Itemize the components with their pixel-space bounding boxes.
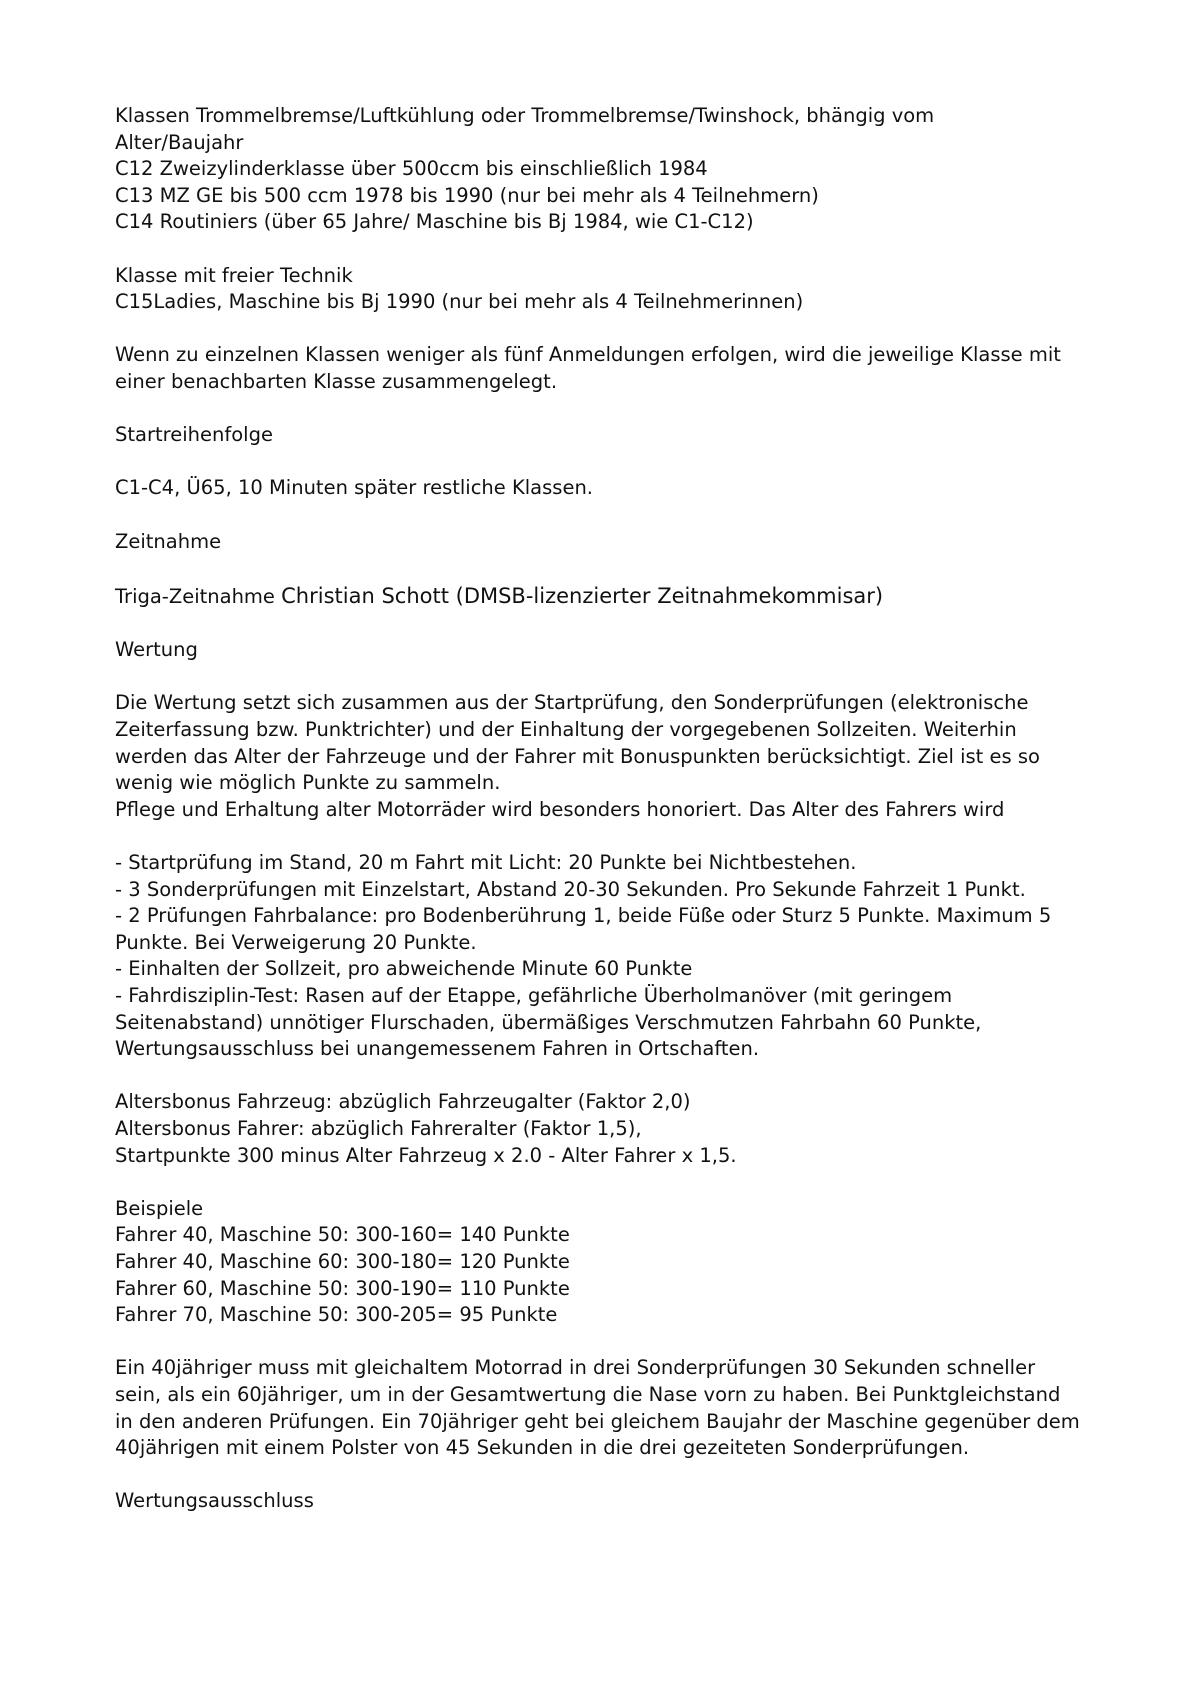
scoring-intro-line: Zeiterfassung bzw. Punktrichter) und der Einhaltung der vorgegebenen Sollzeiten. Weiterhin [115, 718, 1017, 742]
scoring-intro-line: Die Wertung setzt sich zusammen aus der Startprüfung, den Sonderprüfungen (elektronische [115, 691, 1029, 715]
age-bonus-line: Altersbonus Fahrer: abzüglich Fahreralter (Faktor 1,5), [115, 1116, 642, 1140]
scoring-intro-line: werden das Alter der Fahrzeuge und der Fahrer mit Bonuspunkten berücksichtigt. Ziel ist es so [115, 744, 1040, 768]
classes-line: C13 MZ GE bis 500 ccm 1978 bis 1990 (nur bei mehr als 4 Teilnehmern) [115, 183, 819, 207]
explanation-line: sein, als ein 60jähriger, um in der Gesamtwertung die Nase vorn zu haben. Bei Punktgleichstand [115, 1382, 1061, 1406]
classes-line: Alter/Baujahr [115, 130, 244, 154]
age-bonus-line: Startpunkte 300 minus Alter Fahrzeug x 2.0 - Alter Fahrer x 1,5. [115, 1143, 737, 1167]
document-page [115, 103, 1095, 1515]
timing-heading: Zeitnahme [115, 529, 222, 553]
classes-line: Klassen Trommelbremse/Luftkühlung oder Trommelbremse/Twinshock, bhängig vom [115, 104, 935, 127]
timing-official-name: Christian Schott (DMSB-lizenzierter Zeitnahmekommisar) [281, 583, 884, 608]
scoring-rule-line: Wertungsausschluss bei unangemessenem Fahren in Ortschaften. [115, 1037, 760, 1061]
explanation-line: Ein 40jähriger muss mit gleichaltem Motorrad in drei Sonderprüfungen 30 Sekunden schneller [115, 1356, 1036, 1380]
age-bonus-line: Altersbonus Fahrzeug: abzüglich Fahrzeugalter (Faktor 2,0) [115, 1090, 691, 1114]
scoring-intro-line: Pflege und Erhaltung alter Motorräder wird besonders honoriert. Das Alter des Fahrers wird [115, 797, 1005, 821]
classes-line: C12 Zweizylinderklasse über 500ccm bis einschließlich 1984 [115, 157, 708, 181]
examples-heading: Beispiele [115, 1196, 204, 1220]
timing-text [115, 582, 1095, 611]
scoring-intro-line: wenig wie möglich Punkte zu sammeln. [115, 771, 501, 795]
free-technique-line: C15Ladies, Maschine bis Bj 1990 (nur bei mehr als 4 Teilnehmerinnen) [115, 290, 804, 314]
start-order-heading: Startreihenfolge [115, 423, 273, 447]
merge-note-line: Wenn zu einzelnen Klassen weniger als fünf Anmeldungen erfolgen, wird die jeweilige Klasse mit [115, 343, 1061, 367]
scoring-heading: Wertung [115, 638, 198, 662]
exclusion-heading: Wertungsausschluss [115, 1489, 314, 1513]
classes-section [115, 103, 1095, 236]
scoring-rule-line: - Startprüfung im Stand, 20 m Fahrt mit Licht: 20 Punkte bei Nichtbestehen. [115, 851, 857, 875]
explanation-line: 40jährigen mit einem Polster von 45 Sekunden in die drei gezeiteten Sonderprüfungen. [115, 1436, 970, 1460]
scoring-rule-line: - 2 Prüfungen Fahrbalance: pro Bodenberührung 1, beide Füße oder Sturz 5 Punkte. Maximum 5 [115, 904, 1052, 928]
example-line: Fahrer 40, Maschine 50: 300-160= 140 Punkte [115, 1223, 570, 1247]
scoring-rule-line: - 3 Sonderprüfungen mit Einzelstart, Abstand 20-30 Sekunden. Pro Sekunde Fahrzeit 1 Punkt. [115, 877, 1026, 901]
example-line: Fahrer 70, Maschine 50: 300-205= 95 Punkte [115, 1303, 558, 1327]
example-line: Fahrer 40, Maschine 60: 300-180= 120 Punkte [115, 1249, 570, 1273]
examples-section [115, 1196, 1095, 1329]
scoring-rule-line: - Fahrdisziplin-Test: Rasen auf der Etappe, gefährliche Überholmanöver (mit geringem [115, 984, 953, 1007]
scoring-rule-line: - Einhalten der Sollzeit, pro abweichende Minute 60 Punkte [115, 957, 693, 981]
classes-line: C14 Routiniers (über 65 Jahre/ Maschine bis Bj 1984, wie C1-C12) [115, 210, 754, 234]
scoring-rules [115, 850, 1095, 1063]
merge-note [115, 342, 1095, 395]
scoring-rule-line: Punkte. Bei Verweigerung 20 Punkte. [115, 930, 477, 954]
explanation-paragraph [115, 1355, 1095, 1461]
scoring-rule-line: Seitenabstand) unnötiger Flurschaden, übermäßiges Verschmutzen Fahrbahn 60 Punkte, [115, 1010, 982, 1034]
start-order-text: C1-C4, Ü65, 10 Minuten später restliche Klassen. [115, 476, 594, 500]
timing-prefix: Triga-Zeitnahme [115, 584, 275, 608]
merge-note-line: einer benachbarten Klasse zusammengelegt. [115, 369, 558, 393]
free-technique-line: Klasse mit freier Technik [115, 263, 353, 287]
example-line: Fahrer 60, Maschine 50: 300-190= 110 Punkte [115, 1276, 570, 1300]
explanation-line: in den anderen Prüfungen. Ein 70jähriger geht bei gleichem Baujahr der Maschine gegenüber dem [115, 1409, 1080, 1433]
age-bonus [115, 1089, 1095, 1169]
free-technique-section [115, 263, 1095, 316]
scoring-intro [115, 690, 1095, 823]
